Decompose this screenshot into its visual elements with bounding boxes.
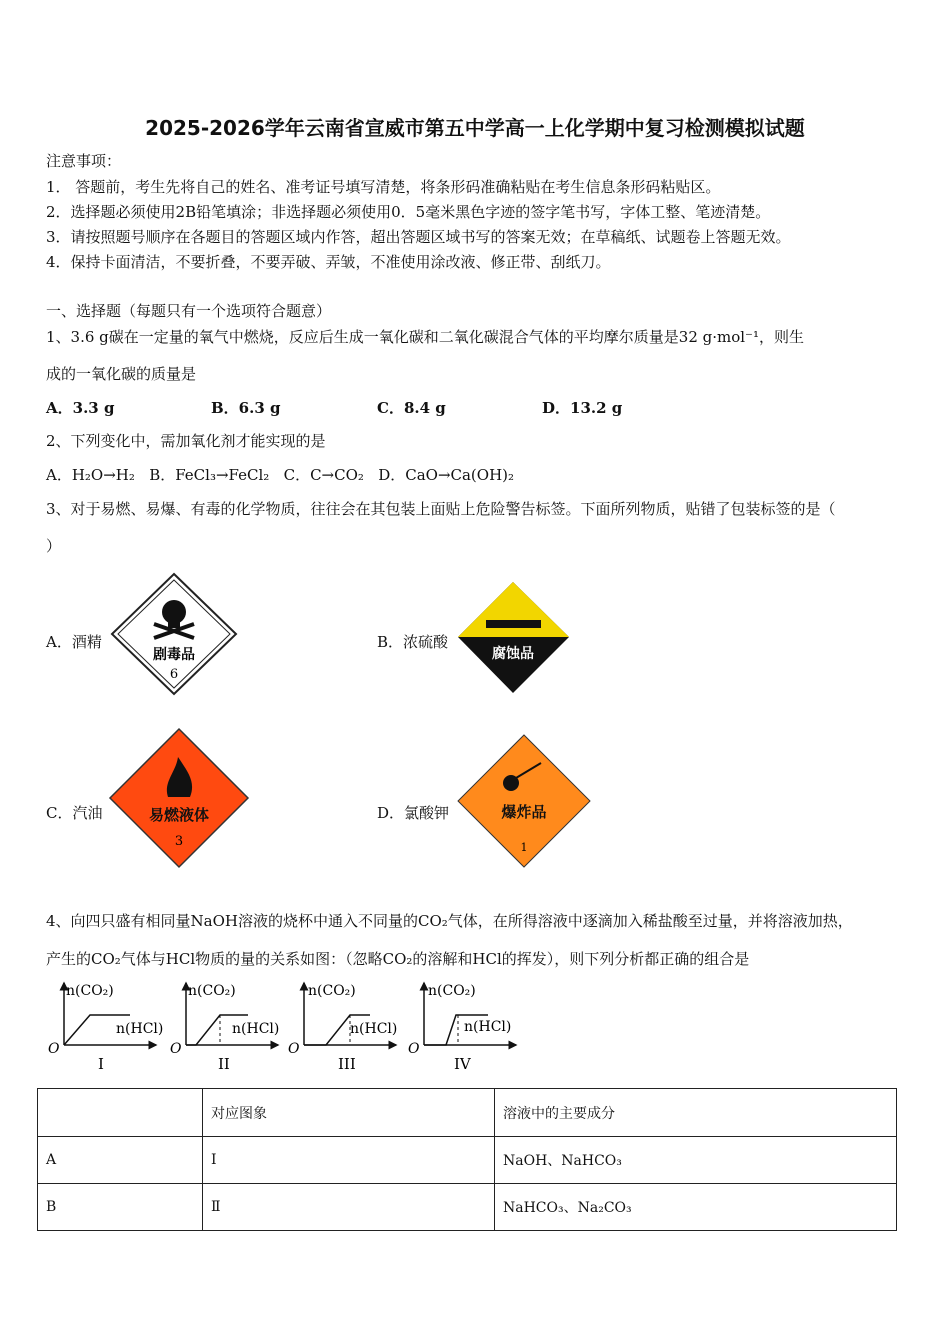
- q3-text: 3、对于易燃、易爆、有毒的化学物质，往往会在其包装上面贴上危险警告标签。下面所列物质，贴错了包装标签的是（: [46, 500, 836, 518]
- notes-heading: 注意事项：: [46, 152, 122, 170]
- svg-text:O: O: [48, 1041, 60, 1057]
- svg-text:n(CO₂): n(CO₂): [188, 983, 236, 999]
- table-cell: A: [38, 1137, 203, 1184]
- q3-text-2: ）: [46, 537, 62, 555]
- q1-option-a: A．3.3 g: [46, 399, 115, 417]
- corrosive-label-icon: [456, 580, 571, 695]
- q1-option-c: C．8.4 g: [377, 399, 446, 417]
- note-item: 2．选择题必须使用2B铅笔填涂；非选择题必须使用0．5毫米黑色字迹的签字笔书写，字体工整、笔迹清楚。: [46, 203, 771, 221]
- explosive-label-number: 1: [520, 841, 528, 854]
- svg-text:O: O: [288, 1041, 300, 1057]
- toxic-label-number: 6: [169, 667, 179, 682]
- q3-option-d: D．氯酸钾: [377, 804, 450, 822]
- explosive-label-text: 爆炸品: [501, 803, 547, 821]
- corrosive-label-text: 腐蚀品: [492, 646, 534, 662]
- svg-text:O: O: [408, 1041, 420, 1057]
- svg-text:n(HCl): n(HCl): [232, 1021, 280, 1037]
- q4-text-2: 产生的CO₂气体与HCl物质的量的关系如图：（忽略CO₂的溶解和HCl的挥发），则下列分析都正确的组合是: [46, 950, 750, 968]
- section-heading: 一、选择题（每题只有一个选项符合题意）: [46, 302, 332, 320]
- toxic-label-text: 剧毒品: [153, 647, 195, 663]
- q3-option-a: A．酒精: [46, 633, 102, 651]
- flammable-label-text: 易燃液体: [148, 806, 210, 824]
- graph-ii: [170, 983, 279, 1073]
- svg-text:IV: IV: [454, 1055, 471, 1073]
- table-header: 对应图象: [203, 1089, 495, 1137]
- table-cell: NaHCO₃、Na₂CO₃: [495, 1184, 897, 1231]
- svg-text:III: III: [338, 1055, 356, 1073]
- svg-text:n(CO₂): n(CO₂): [308, 983, 356, 999]
- answer-table: [37, 1088, 897, 1231]
- q3-option-c: C．汽油: [46, 804, 103, 822]
- table-header: [38, 1089, 203, 1137]
- q1-option-d: D．13.2 g: [542, 399, 623, 417]
- svg-text:n(HCl): n(HCl): [350, 1021, 398, 1037]
- svg-text:I: I: [98, 1055, 104, 1073]
- q1-text-2: 成的一氧化碳的质量是: [46, 365, 197, 383]
- svg-text:O: O: [170, 1041, 182, 1057]
- flammable-label-icon: [108, 727, 250, 869]
- svg-text:n(CO₂): n(CO₂): [428, 983, 476, 999]
- table-row: [38, 1137, 897, 1184]
- table-header-row: [38, 1089, 897, 1137]
- table-row: [38, 1184, 897, 1231]
- q1-text: 1、3.6 g碳在一定量的氧气中燃烧，反应后生成一氧化碳和二氧化碳混合气体的平均摩尔质量是32 g·mol⁻¹，则生: [46, 328, 804, 346]
- q2-options: A．H₂O→H₂ B．FeCl₃→FeCl₂ C．C→CO₂ D．CaO→Ca(OH)₂: [46, 466, 515, 484]
- toxic-label-icon: [110, 572, 238, 697]
- table-cell: B: [38, 1184, 203, 1231]
- svg-text:n(HCl): n(HCl): [116, 1021, 164, 1037]
- svg-text:n(HCl): n(HCl): [464, 1019, 512, 1035]
- table-header: 溶液中的主要成分: [495, 1089, 897, 1137]
- explosive-label-icon: [456, 733, 592, 869]
- svg-text:II: II: [218, 1055, 230, 1073]
- table-cell: Ⅰ: [203, 1137, 495, 1184]
- q3-option-b: B．浓硫酸: [377, 633, 449, 651]
- table-cell: Ⅱ: [203, 1184, 495, 1231]
- note-item: 4．保持卡面清洁，不要折叠，不要弄破、弄皱，不准使用涂改液、修正带、刮纸刀。: [46, 253, 611, 271]
- svg-text:n(CO₂): n(CO₂): [66, 983, 114, 999]
- graph-iii: [288, 983, 397, 1073]
- table-cell: NaOH、NaHCO₃: [495, 1137, 897, 1184]
- graph-i: [48, 983, 163, 1073]
- q4-text: 4、向四只盛有相同量NaOH溶液的烧杯中通入不同量的CO₂气体，在所得溶液中逐滴加入稀盐酸至过量，并将溶液加热，: [46, 912, 853, 930]
- graph-iv: [408, 983, 516, 1073]
- note-item: 1． 答题前，考生先将自己的姓名、准考证号填写清楚，将条形码准确粘贴在考生信息条形码粘贴区。: [46, 178, 721, 196]
- note-item: 3．请按照题号顺序在各题目的答题区域内作答，超出答题区域书写的答案无效；在草稿纸、试题卷上答题无效。: [46, 228, 791, 246]
- q1-option-b: B．6.3 g: [211, 399, 281, 417]
- flammable-label-number: 3: [174, 834, 184, 849]
- q2-text: 2、下列变化中，需加氧化剂才能实现的是: [46, 432, 326, 450]
- q4-graphs: [44, 975, 524, 1075]
- page-title: 2025-2026学年云南省宣威市第五中学高一上化学期中复习检测模拟试题: [145, 116, 805, 140]
